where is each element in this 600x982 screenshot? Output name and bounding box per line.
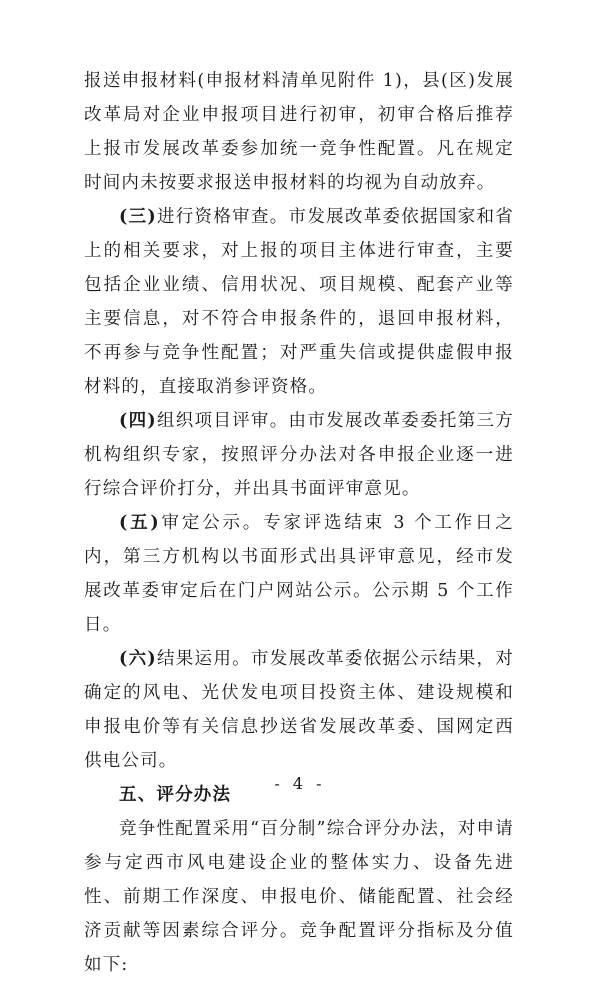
paragraph-project-review [84, 404, 514, 506]
item-number: (五) [119, 513, 160, 533]
paragraph-qualification-review [84, 200, 514, 404]
paragraph-scoring: 竞争性配置采用“百分制”综合评分办法，对申请参与定西市风电建设企业的整体实力、设备先进性、前期工作深度、申报电价、储能配置、社会经济贡献等因素综合评分。竞争配置评分指标及分值如下: [84, 819, 514, 975]
item-number: (六) [119, 649, 157, 669]
paragraph-text: 进行资格审查。市发展改革委依据国家和省上的相关要求，对上报的项目主体进行审查，主要包括企业业绩、信用状况、项目规模、配套产业等主要信息，对不符合申报条件的，退回申报材料，不再参与竞争性配置；对严重失信或提供虚假申报材料的，直接取消参评资格。 [84, 207, 514, 397]
paragraph-result-usage [84, 642, 514, 778]
paragraph-publicity [84, 506, 514, 642]
paragraph-text: 结果运用。市发展改革委依据公示结果，对确定的风电、光伏发电项目投资主体、建设规模和申报电价等有关信息抄送省发展改革委、国网定西供电公司。 [84, 649, 514, 771]
paragraph-text: 组织项目评审。由市发展改革委委托第三方机构组织专家，按照评分办法对各申报企业逐一进行综合评价打分，并出具书面评审意见。 [84, 411, 514, 499]
section-heading: 五、评分办法 [119, 785, 232, 805]
paragraph-1: 报送申报材料(申报材料清单见附件 1)，县(区)发展改革局对企业申报项目进行初审，初审合格后推荐上报市发展改革委参加统一竞争性配置。凡在规定时间内未按要求报送申报材料的均视为自动放弃。 [84, 71, 514, 193]
page-number: - 4 - [274, 774, 326, 793]
item-number: (四) [119, 411, 157, 431]
paragraph-text: 审定公示。专家评选结束 3 个工作日之内，第三方机构以书面形式出具评审意见，经市发展改革委审定后在门户网站公示。公示期 5 个工作日。 [84, 513, 514, 635]
item-number: (三) [119, 207, 157, 227]
